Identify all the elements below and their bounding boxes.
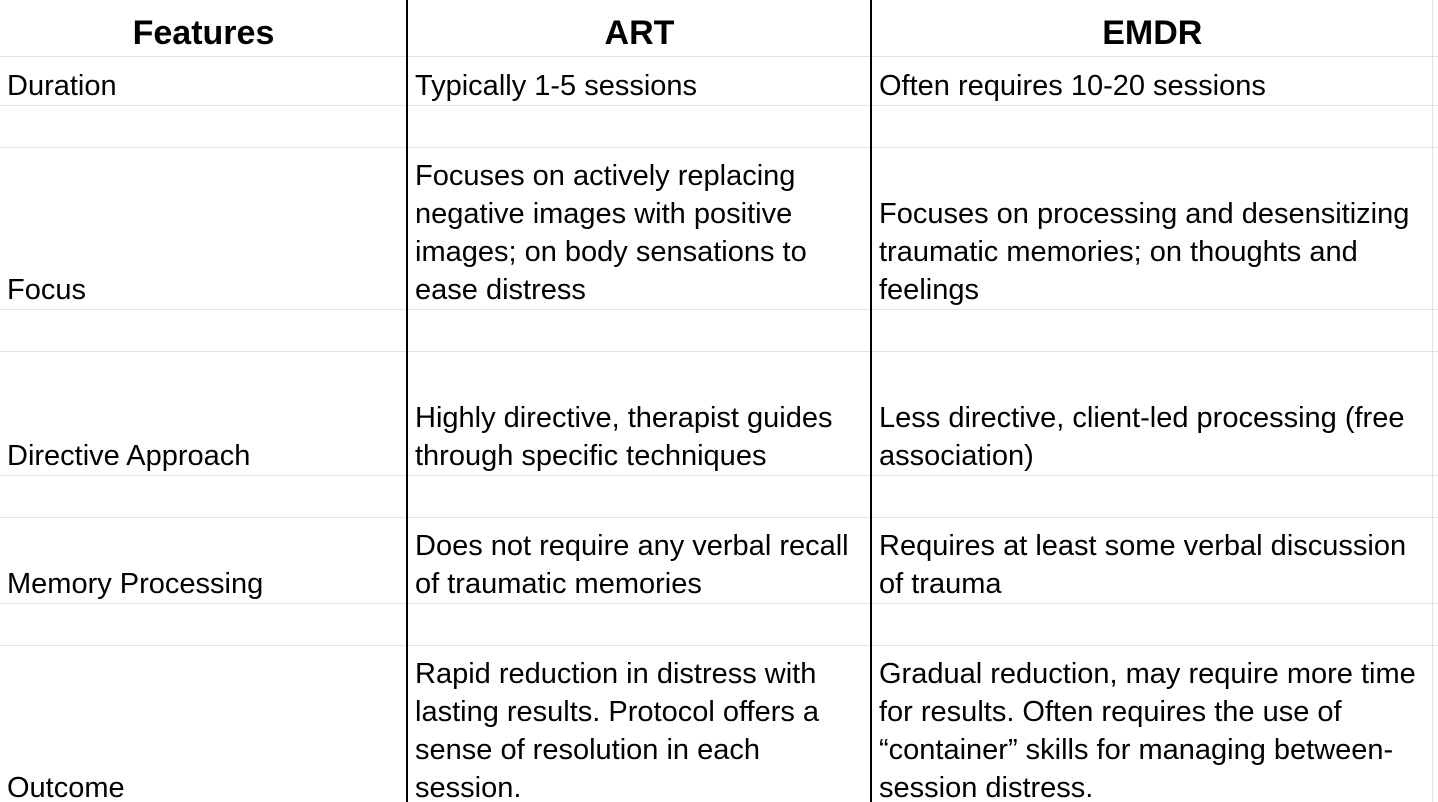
feature-cell[interactable]: Duration — [0, 57, 407, 106]
empty-cell[interactable] — [1432, 57, 1438, 106]
empty-cell[interactable] — [1432, 476, 1438, 518]
empty-cell[interactable] — [407, 106, 871, 148]
empty-cell[interactable] — [0, 604, 407, 646]
empty-cell[interactable] — [871, 604, 1432, 646]
empty-row — [0, 476, 1438, 518]
empty-cell[interactable] — [1432, 352, 1438, 476]
art-cell[interactable]: Highly directive, therapist guides through specific techniques — [407, 352, 871, 476]
empty-cell[interactable] — [1432, 646, 1438, 802]
empty-cell[interactable] — [871, 106, 1432, 148]
empty-row — [0, 310, 1438, 352]
empty-cell[interactable] — [871, 310, 1432, 352]
table-row — [0, 518, 1438, 604]
empty-cell[interactable] — [407, 476, 871, 518]
art-cell[interactable]: Focuses on actively replacing negative images with positive images; on body sensations to ease distress — [407, 148, 871, 310]
header-cell-features[interactable]: Features — [0, 0, 407, 57]
emdr-cell[interactable]: Less directive, client-led processing (free association) — [871, 352, 1432, 476]
emdr-cell[interactable]: Requires at least some verbal discussion of trauma — [871, 518, 1432, 604]
table-row — [0, 148, 1438, 310]
art-cell[interactable]: Typically 1-5 sessions — [407, 57, 871, 106]
empty-cell[interactable] — [871, 476, 1432, 518]
empty-row — [0, 106, 1438, 148]
art-cell[interactable]: Rapid reduction in distress with lasting results. Protocol offers a sense of resolution in each session. — [407, 646, 871, 802]
header-row — [0, 0, 1438, 57]
empty-cell[interactable] — [1432, 106, 1438, 148]
art-cell[interactable]: Does not require any verbal recall of traumatic memories — [407, 518, 871, 604]
empty-cell[interactable] — [407, 310, 871, 352]
empty-cell[interactable] — [1432, 518, 1438, 604]
header-cell-art[interactable]: ART — [407, 0, 871, 57]
empty-cell[interactable] — [0, 106, 407, 148]
feature-cell[interactable]: Focus — [0, 148, 407, 310]
emdr-cell[interactable]: Gradual reduction, may require more time for results. Often requires the use of “container” skills for managing between-session distress. — [871, 646, 1432, 802]
feature-cell[interactable]: Memory Processing — [0, 518, 407, 604]
empty-cell[interactable] — [1432, 148, 1438, 310]
table-row — [0, 57, 1438, 106]
feature-cell[interactable]: Outcome — [0, 646, 407, 802]
table-row — [0, 646, 1438, 802]
header-cell-emdr[interactable]: EMDR — [871, 0, 1432, 57]
empty-cell[interactable] — [0, 476, 407, 518]
feature-cell[interactable]: Directive Approach — [0, 352, 407, 476]
empty-row — [0, 604, 1438, 646]
empty-cell[interactable] — [1432, 0, 1438, 57]
empty-cell[interactable] — [1432, 604, 1438, 646]
emdr-cell[interactable]: Focuses on processing and desensitizing traumatic memories; on thoughts and feelings — [871, 148, 1432, 310]
table-row — [0, 352, 1438, 476]
empty-cell[interactable] — [0, 310, 407, 352]
emdr-cell[interactable]: Often requires 10-20 sessions — [871, 57, 1432, 106]
empty-cell[interactable] — [407, 604, 871, 646]
empty-cell[interactable] — [1432, 310, 1438, 352]
